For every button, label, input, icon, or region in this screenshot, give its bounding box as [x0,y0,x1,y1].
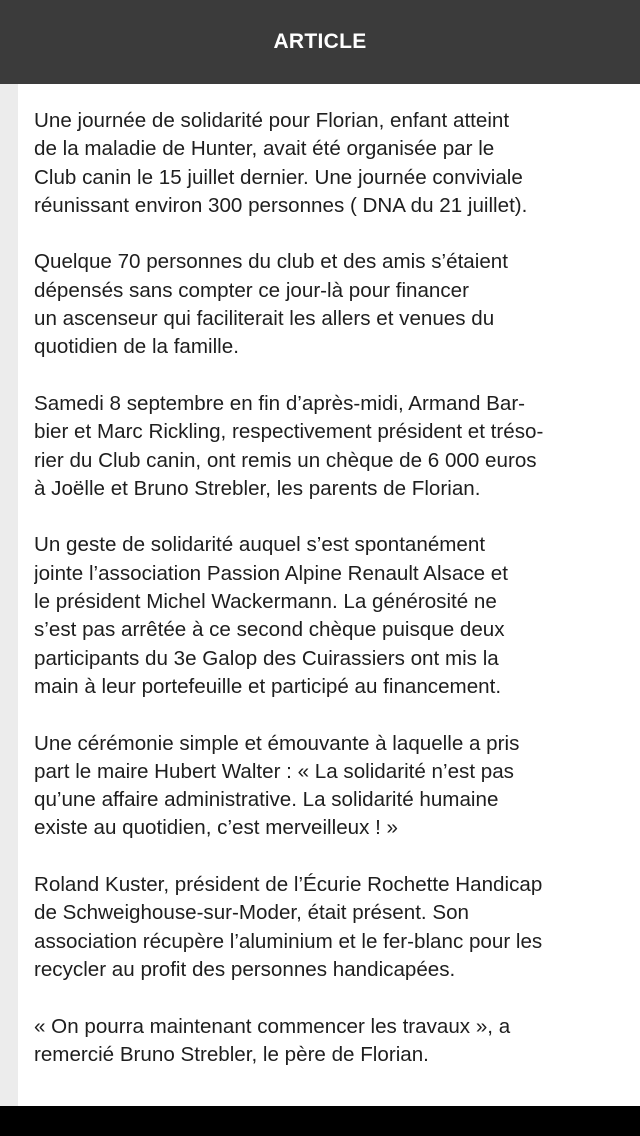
top-app-bar [0,0,640,84]
article-paragraph [34,531,632,701]
article-line: remercié Bruno Strebler, le père de Florian. [34,1042,429,1066]
article-line: main à leur portefeuille et participé au financement. [34,674,502,698]
article-line: Un geste de solidarité auquel s’est spontanément [34,533,486,557]
article-paragraph [34,871,632,984]
article-line: Quelque 70 personnes du club et des amis s’étaient [34,250,508,274]
article-line: réunissant environ 300 personnes ( DNA du 21 juillet). [34,193,528,217]
article-line: association récupère l’aluminium et le fer-blanc pour les [34,929,543,953]
article-line: rier du Club canin, ont remis un chèque de 6 000 euros [34,448,537,472]
article-line: s’est pas arrêtée à ce second chèque puisque deux [34,618,505,642]
article-line: participants du 3e Galop des Cuirassiers ont mis la [34,646,499,670]
article-line: quotidien de la famille. [34,335,239,359]
article-line: un ascenseur qui faciliterait les allers et venues du [34,307,495,331]
article-line: Roland Kuster, président de l’Écurie Rochette Handicap [34,873,543,897]
article-line: part le maire Hubert Walter : « La solidarité n’est pas [34,759,514,783]
bottom-navigation-bar [0,1106,640,1136]
article-line: recycler au profit des personnes handicapées. [34,957,456,981]
article-line: existe au quotidien, c’est merveilleux ! » [34,816,399,840]
article-line: Une journée de solidarité pour Florian, enfant atteint [34,109,510,132]
article-line: Club canin le 15 juillet dernier. Une journée conviviale [34,165,523,189]
article-line: « On pourra maintenant commencer les travaux », a [34,1014,511,1038]
article-line: Samedi 8 septembre en fin d’après-midi, Armand Bar- [34,391,526,415]
article-line: qu’une affaire administrative. La solidarité humaine [34,788,499,812]
article-paragraph [34,1013,632,1070]
article-paragraph [34,107,632,220]
article-paragraph [34,248,632,361]
article-line: jointe l’association Passion Alpine Renault Alsace et [34,561,508,585]
article-line: de Schweighouse-sur-Moder, était présent. Son [34,901,470,925]
left-margin-rail [0,84,18,1106]
article-line: de la maladie de Hunter, avait été organisée par le [34,137,495,161]
article-line: Une cérémonie simple et émouvante à laquelle a pris [34,731,520,755]
article-line: à Joëlle et Bruno Strebler, les parents de Florian. [34,476,481,500]
article-body[interactable] [34,107,632,1097]
article-line: le président Michel Wackermann. La générosité ne [34,590,497,614]
article-paragraph [34,730,632,843]
article-line: bier et Marc Rickling, respectivement président et tréso- [34,420,544,444]
page-title: ARTICLE [273,30,367,53]
article-paragraph [34,390,632,503]
article-line: dépensés sans compter ce jour-là pour financer [34,278,469,302]
